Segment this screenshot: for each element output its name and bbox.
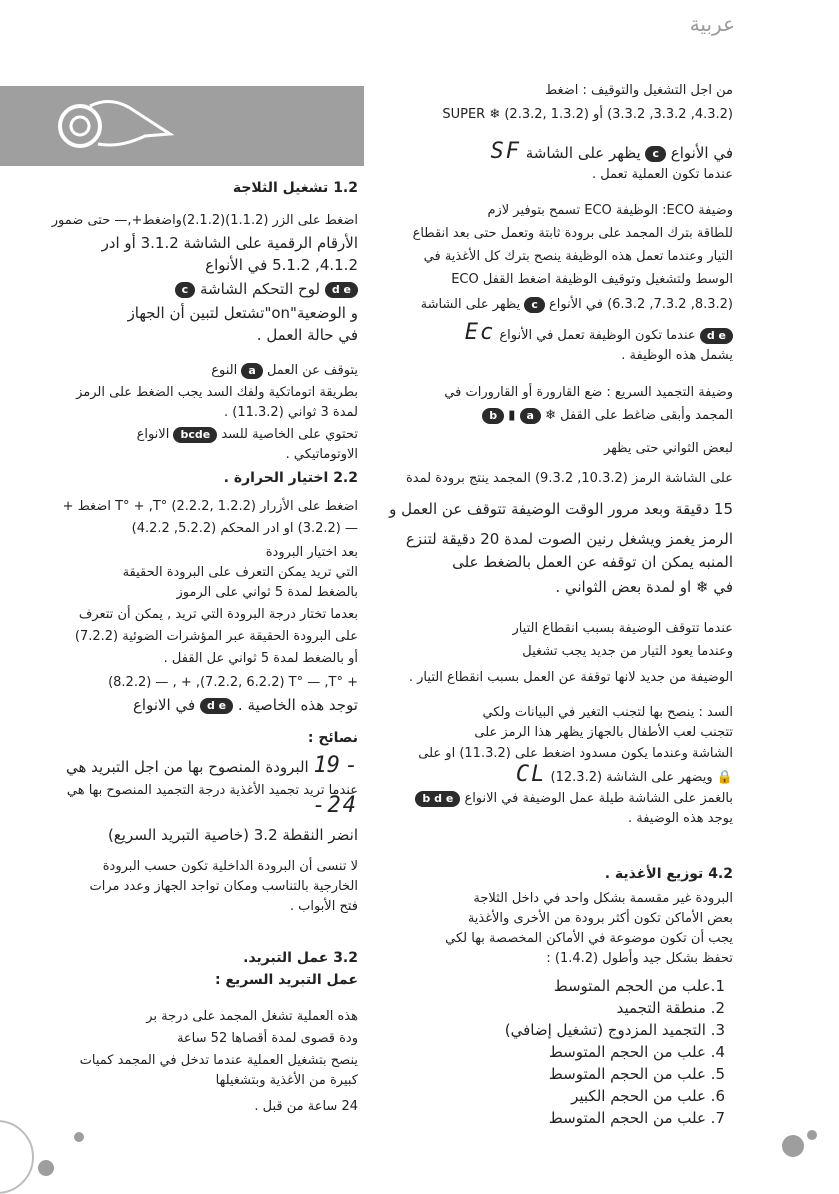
section-heading-1-2: 1.2 تشغيل الثلاجة [232, 180, 358, 196]
text: الانواع [136, 427, 170, 442]
text: النوع [211, 363, 238, 378]
left-line: هذه العملية تشغل المجمد على درجة بر [146, 1009, 358, 1024]
lcd-19: 19 [313, 753, 340, 778]
left-line: لا تنسى أن البرودة الداخلية تكون حسب البرودة [102, 859, 358, 874]
left-line [312, 795, 358, 819]
list-item: 3. التجميد المزدوج (تشغيل إضافي) [504, 1021, 725, 1039]
right-line [516, 764, 733, 788]
list-item: 1.علب من الحجم المتوسط [553, 977, 725, 995]
text: توجد هذه الخاصية . [237, 696, 358, 714]
model-badge-b: b [482, 408, 504, 424]
text: البرودة المنصوح بها من اجل التبريد هي [65, 758, 309, 776]
text: في الأنواع [670, 144, 733, 162]
list-item: 2. منطقة التجميد [616, 999, 725, 1017]
section-heading-3-2: 3.2 عمل التبريد. [243, 950, 358, 966]
right-line: تحفظ بشكل جيد وأطول (1.4.2) : [546, 951, 733, 966]
right-line: الرمز يغمز ويشغل رنين الصوت لمدة 20 دقيقة لتنزع [405, 530, 733, 548]
model-badge-a: a [520, 408, 541, 424]
model-badge-c: c [175, 282, 196, 298]
right-line: المنبه يمكن ان توقفه عن العمل بالضغط على [452, 553, 733, 571]
right-line: وضيفة التجميد السريع : ضع القارورة أو القارورات في [444, 385, 733, 400]
model-badge-a: a [241, 363, 262, 379]
left-line: فتح الأبواب . [289, 899, 358, 914]
right-line: يوجد هذه الوضيفة . [627, 811, 733, 826]
left-line: 4.1.2, 5.1.2 في الأنواع [205, 256, 358, 274]
left-line: أو بالضغط لمدة 5 ثواني عل القفل . [163, 651, 358, 666]
text: تحتوي على الخاصية للسد [221, 427, 358, 442]
left-line: — (3.2.2) او ادر المحكم (5.2.2, 4.2.2) [131, 521, 358, 536]
text: (8.3.2, 7.3.2, 6.3.2) في الأنواع [549, 297, 733, 312]
model-badge-c: c [645, 146, 666, 162]
right-line: تتجنب لعب الأطفال بالجهاز يظهر هذا الرمز على [474, 725, 733, 740]
right-line: للطاقة بترك المجمد على برودة ثابتة وتعمل حتى بعد انقطاع [412, 226, 733, 241]
text: يتوقف عن العمل [266, 363, 358, 378]
list-item: 6. علب من الحجم الكبير [571, 1087, 725, 1105]
right-line: عندما تكون العملية تعمل . [592, 167, 733, 182]
right-line [465, 322, 733, 346]
left-line: الاوتوماتيكي . [285, 447, 358, 462]
section-title: الاستعمال [684, 130, 759, 148]
left-line: بعدما تختار درجة البرودة التي تريد , يمكن أن تتعرف [78, 607, 358, 622]
lcd-ec: Ec [464, 320, 496, 345]
left-line [175, 278, 358, 301]
right-line: الوسط ولتشغيل وتوقيف الوظيفة اضغط القفل ECO [451, 272, 733, 287]
left-line: (8.2.2) — , + ,(7.2.2, 6.2.2) T° — ,T° + [108, 675, 358, 690]
list-item: 4. علب من الحجم المتوسط [548, 1043, 725, 1061]
model-badge-de: d e [700, 328, 733, 344]
lock-icon: 🔒 [716, 770, 733, 785]
left-line: الأرقام الرقمية على الشاشة 3.1.2 أو ادر [101, 234, 358, 252]
section-header-bar [0, 86, 364, 166]
model-badge-de: d e [325, 282, 358, 298]
subheading-fast-cool: عمل التبريد السريع : [214, 972, 358, 988]
model-badge-de: d e [200, 698, 233, 714]
right-line: عندما تتوقف الوضيفة بسبب انقطاع التيار [512, 621, 733, 636]
right-line: الشاشة وعندما يكون مسدود اضغط على (11.3.2) او على [418, 746, 733, 761]
list-item: 5. علب من الحجم المتوسط [548, 1065, 725, 1083]
lcd-sf: SF [490, 139, 521, 164]
left-line: الخارجية بالتناسب ومكان تواجد الجهاز وعدد مرات [89, 879, 358, 894]
left-line [211, 360, 358, 381]
left-line: التي تريد يمكن التعرف على البرودة الحقيقة [122, 565, 358, 580]
section-heading-4-2: 4.2 توزيع الأغذية . [604, 866, 733, 882]
left-line: عندما تريد تجميد الأغذية درجة التجميد المنصوح بها هي [66, 783, 358, 798]
lcd-dash: - [344, 753, 358, 778]
right-line: (4.3.2, 3.3.2, 3.3.2) أو SUPER ❄ (2.3.2, 1.3.2) [442, 107, 733, 122]
text: (12.3.2) ويضهر على الشاشة [550, 770, 713, 785]
right-line [421, 294, 733, 315]
left-line: ودة قصوى لمدة أقصاها 52 ساعة [176, 1031, 358, 1046]
list-item: 7. علب من الحجم المتوسط [548, 1109, 725, 1127]
decor-ring [0, 1120, 34, 1194]
left-line [137, 424, 358, 445]
left-line: بعد اختيار البرودة [265, 545, 358, 560]
right-line: الوضيفة من جديد لانها توقفة عن العمل بسبب انقطاع التيار . [408, 670, 733, 685]
decor-dot [74, 1132, 84, 1142]
left-line: في حالة العمل . [256, 326, 358, 344]
left-line: بالضغط لمدة 5 ثواني على الرموز [176, 585, 358, 600]
left-line: اضغط على الأزرار T° + ,T° (2.2.2, 1.2.2) اضغط + [62, 499, 358, 514]
left-line: على البرودة الحقيقة عبر المؤشرات الضوئية (7.2.2) [74, 629, 358, 644]
right-line: في ❄ او لمدة بعض الثواني . [555, 578, 733, 596]
left-line: كبيرة من الأغذية وبتشغيلها [215, 1073, 358, 1088]
left-line [66, 754, 358, 779]
right-line: من اجل التشغيل والتوقيف : اضغط [545, 83, 733, 98]
bottle-icon: ▮ [508, 408, 516, 423]
right-line [490, 140, 733, 165]
right-line: بعض الأماكن تكون أكثر برودة من الأخرى والأغذية [467, 911, 733, 926]
model-badge-bde: b d e [415, 791, 460, 807]
right-line: السد : ينصح بها لتجنب التغير في البيانات ولكي [482, 705, 733, 720]
right-line: البرودة غير مقسمة بشكل واحد في داخل الثلاجة [473, 891, 733, 906]
text: عندما تكون الوظيفة تعمل في الأنواع [499, 328, 696, 343]
text: يظهر على الشاشة [525, 144, 641, 162]
decor-dot [38, 1160, 54, 1176]
text: المجمد وأبقى ضاغط على القفل [560, 408, 733, 423]
hand-touch-icon [50, 86, 250, 166]
section-heading-2-2: 2.2 اختيار الحرارة . [223, 470, 358, 486]
left-line: بطريقة اتوماتكية ولفك السد يجب الضغط على الرمز [76, 385, 358, 400]
right-line: على الشاشة الرمز (10.3.2, 9.3.2) المجمد ينتج برودة لمدة [405, 471, 733, 486]
right-line: لبعض الثواني حتى يظهر [604, 441, 733, 456]
decor-dot [807, 1130, 817, 1140]
model-badge-bcde: bcde [173, 427, 217, 443]
text: لوح التحكم الشاشة [199, 280, 321, 298]
advice-heading: نصائح : [307, 730, 358, 746]
text: في الانواع [132, 696, 196, 714]
right-line: وضيفة ECO: الوظيفة ECO تسمح بتوفير لازم [487, 203, 733, 218]
lcd-cl: CL [515, 762, 547, 787]
right-line: يجب أن تكون موضوعة في الأماكن المخصصة بها لكي [445, 931, 733, 946]
language-label: عربية [689, 12, 735, 36]
snowflake-icon: ❄ [545, 408, 556, 423]
right-line [482, 405, 733, 426]
left-line: ينصح بتشغيل العملية عندما تدخل في المجمد كميات [79, 1053, 358, 1068]
lcd-minus24: -24 [312, 793, 358, 818]
right-line: وعندما يعود التيار من جديد يجب تشغيل [522, 644, 733, 659]
left-line: لمدة 3 ثواني (11.3.2) . [224, 405, 358, 420]
right-line: 15 دقيقة وبعد مرور الوقت الوضيفة تتوقف عن العمل و [389, 500, 733, 518]
left-line: انضر النقطة 3.2 (خاصية التبريد السريع) [107, 826, 358, 844]
left-line: 24 ساعة من قبل . [254, 1099, 358, 1114]
left-line [133, 694, 358, 717]
text: يظهر على الشاشة [420, 297, 521, 312]
right-line: التيار وعندما تعمل هذه الوظيفة ينصح بترك كل الأغذية في [423, 249, 733, 264]
left-line: اضغط على الزر (1.1.2)(2.1.2)واضغط+,— حتى ضمور [51, 213, 358, 228]
decor-dot [782, 1135, 804, 1157]
right-line [415, 788, 733, 809]
left-line: و الوضعية"on"تشتعل لتبين أن الجهاز [127, 304, 358, 322]
text: بالغمز على الشاشة طيلة عمل الوضيفة في الانواع [464, 791, 733, 806]
model-badge-c: c [524, 297, 545, 313]
right-line: يشمل هذه الوظيفة . [621, 348, 733, 363]
